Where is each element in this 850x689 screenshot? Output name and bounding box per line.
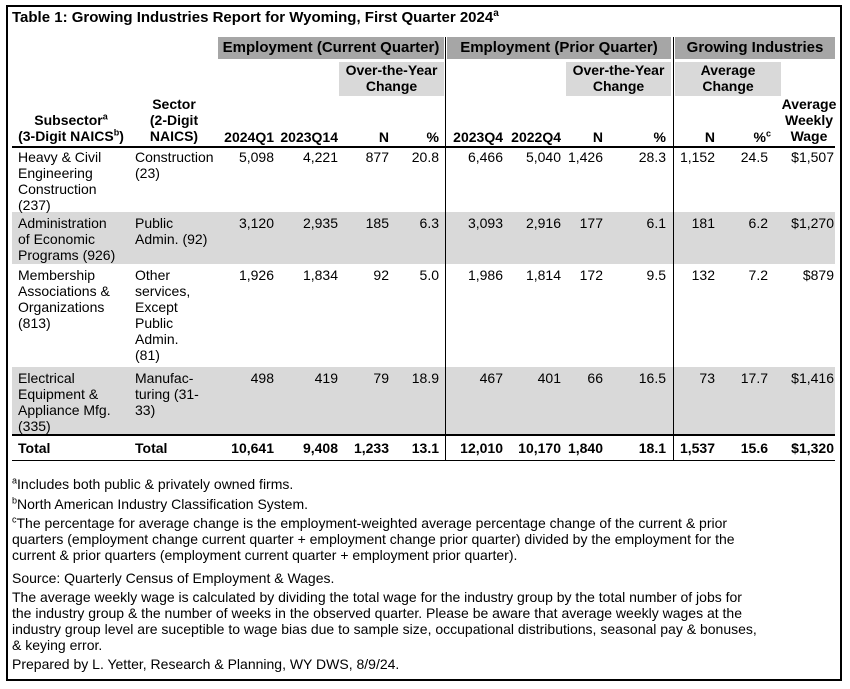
table-cell: 5.0 <box>419 267 439 283</box>
total-cell: $1,320 <box>791 440 834 456</box>
header-2024q1: 2024Q1 <box>224 129 274 145</box>
table-cell: 1,986 <box>467 267 503 283</box>
group-growing-industries: Growing Industries <box>675 37 835 59</box>
table-cell: 6.3 <box>419 215 439 231</box>
row-sector: Public Admin. (92) <box>135 215 208 247</box>
table-cell: 177 <box>579 215 603 231</box>
total-cell: 1,233 <box>353 440 389 456</box>
header-rule <box>12 146 835 148</box>
table-cell: 6.2 <box>748 215 768 231</box>
total-sector: Total <box>135 440 168 456</box>
divider-current-prior <box>445 37 446 460</box>
table-cell: 1,426 <box>567 149 603 165</box>
table-cell: 2,916 <box>525 215 561 231</box>
table-cell: 401 <box>537 370 561 386</box>
table-cell: 1,814 <box>525 267 561 283</box>
subgroup-prior-change: Over-the-Year Change <box>566 62 671 96</box>
table-cell: 5,040 <box>525 149 561 165</box>
table-cell: 4,221 <box>302 149 338 165</box>
header-pct2: % <box>653 129 666 145</box>
footnote-c: $^c$The percentage for average change is the employment-weighted average percentage change of the current & prior quarters (employment change current quarter + employment change prior quarter) divided by the employment for the current & prior quarters (employment current quarter + employment prior quarter). <box>12 514 735 563</box>
subgroup-average-change: Average Change <box>675 62 781 96</box>
table-cell: 6.1 <box>646 215 666 231</box>
table-cell: 5,098 <box>238 149 274 165</box>
table-cell: 16.5 <box>638 370 666 386</box>
table-cell: 17.7 <box>740 370 768 386</box>
total-cell: 15.6 <box>740 440 768 456</box>
total-cell: 10,641 <box>231 440 274 456</box>
total-cell: 9,408 <box>302 440 338 456</box>
table-cell: 498 <box>250 370 274 386</box>
header-avg-weekly-wage: Average Weekly Wage <box>781 96 837 144</box>
footnote-source: Source: Quarterly Census of Employment & Wages. <box>12 570 335 586</box>
row-sector: Other services, Except Public Admin. (81) <box>135 267 191 363</box>
table-cell: 73 <box>699 370 715 386</box>
header-pct3: %$^c$ <box>753 128 771 145</box>
header-2023q14: 2023Q14 <box>280 129 338 145</box>
table-cell: 181 <box>691 215 715 231</box>
table-cell: 1,834 <box>302 267 338 283</box>
total-cell: 10,170 <box>518 440 561 456</box>
total-subsector: Total <box>18 440 51 456</box>
row-subsector: Electrical Equipment & Appliance Mfg. (335) <box>18 370 111 434</box>
total-cell: 18.1 <box>638 440 666 456</box>
total-cell: 1,537 <box>679 440 715 456</box>
footnote-wage: The average weekly wage is calculated by dividing the total wage for the industry group by the total number of jobs for the industry group & the number of weeks in the observed quarter. Please be aware that average weekly wages at the industry group level are suceptible to wage bias due to sample size, occupational distributions, seasonal pay & bonuses, & keying error. <box>12 589 757 653</box>
table-cell: 419 <box>314 370 338 386</box>
footnote-prepared: Prepared by L. Yetter, Research & Planning, WY DWS, 8/9/24. <box>12 656 400 672</box>
table-cell: 1,926 <box>238 267 274 283</box>
table-cell: 3,093 <box>467 215 503 231</box>
table-cell: $879 <box>802 267 834 283</box>
total-cell: 13.1 <box>411 440 439 456</box>
row-subsector: Heavy & Civil Engineering Construction (237) <box>18 149 102 213</box>
table-cell: 467 <box>479 370 503 386</box>
table-cell: $1,416 <box>791 370 834 386</box>
row-sector: Construction (23) <box>135 149 214 181</box>
table-cell: 172 <box>579 267 603 283</box>
table-cell: 18.9 <box>411 370 439 386</box>
header-pct1: % <box>426 129 439 145</box>
group-current-quarter: Employment (Current Quarter) <box>218 37 444 59</box>
table-cell: 3,120 <box>238 215 274 231</box>
header-n2: N <box>592 129 603 145</box>
row-subsector: Administration of Economic Programs (926) <box>18 215 116 263</box>
total-rule-top <box>12 434 835 436</box>
footnote-b: $^b$North American Industry Classification System. <box>12 495 309 512</box>
table-cell: 20.8 <box>411 149 439 165</box>
table-cell: 7.2 <box>748 267 768 283</box>
total-cell: 12,010 <box>460 440 503 456</box>
table-cell: 66 <box>587 370 603 386</box>
group-prior-quarter: Employment (Prior Quarter) <box>447 37 671 59</box>
table-cell: 132 <box>691 267 715 283</box>
table-cell: 1,152 <box>679 149 715 165</box>
row-subsector: Membership Associations & Organizations (813) <box>18 267 110 331</box>
header-2022q4: 2022Q4 <box>511 129 561 145</box>
table-cell: 9.5 <box>646 267 666 283</box>
table-cell: 877 <box>365 149 389 165</box>
total-cell: 1,840 <box>567 440 603 456</box>
table-cell: 6,466 <box>467 149 503 165</box>
table-cell: 28.3 <box>638 149 666 165</box>
footnote-a: $^a$Includes both public & privately owned firms. <box>12 475 294 492</box>
table-cell: 92 <box>373 267 389 283</box>
table-cell: $1,270 <box>791 215 834 231</box>
table-cell: $1,507 <box>791 149 834 165</box>
divider-prior-growing <box>673 37 674 460</box>
total-rule-bottom <box>12 460 835 461</box>
table-cell: 24.5 <box>740 149 768 165</box>
table-cell: 79 <box>373 370 389 386</box>
table-cell: 185 <box>365 215 389 231</box>
subgroup-current-change: Over-the-Year Change <box>339 62 444 96</box>
header-2023q4: 2023Q4 <box>453 129 503 145</box>
header-sector: Sector (2-Digit NAICS) <box>149 96 199 144</box>
table-title: Table 1: Growing Industries Report for Wyoming, First Quarter 2024$^a$ <box>12 8 499 26</box>
table-cell: 2,935 <box>302 215 338 231</box>
header-n1: N <box>378 129 389 145</box>
header-subsector: Subsector$^a$ (3-Digit NAICS$^b$) <box>18 111 124 144</box>
row-sector: Manufac- turing (31- 33) <box>135 370 199 418</box>
header-n3: N <box>704 129 715 145</box>
